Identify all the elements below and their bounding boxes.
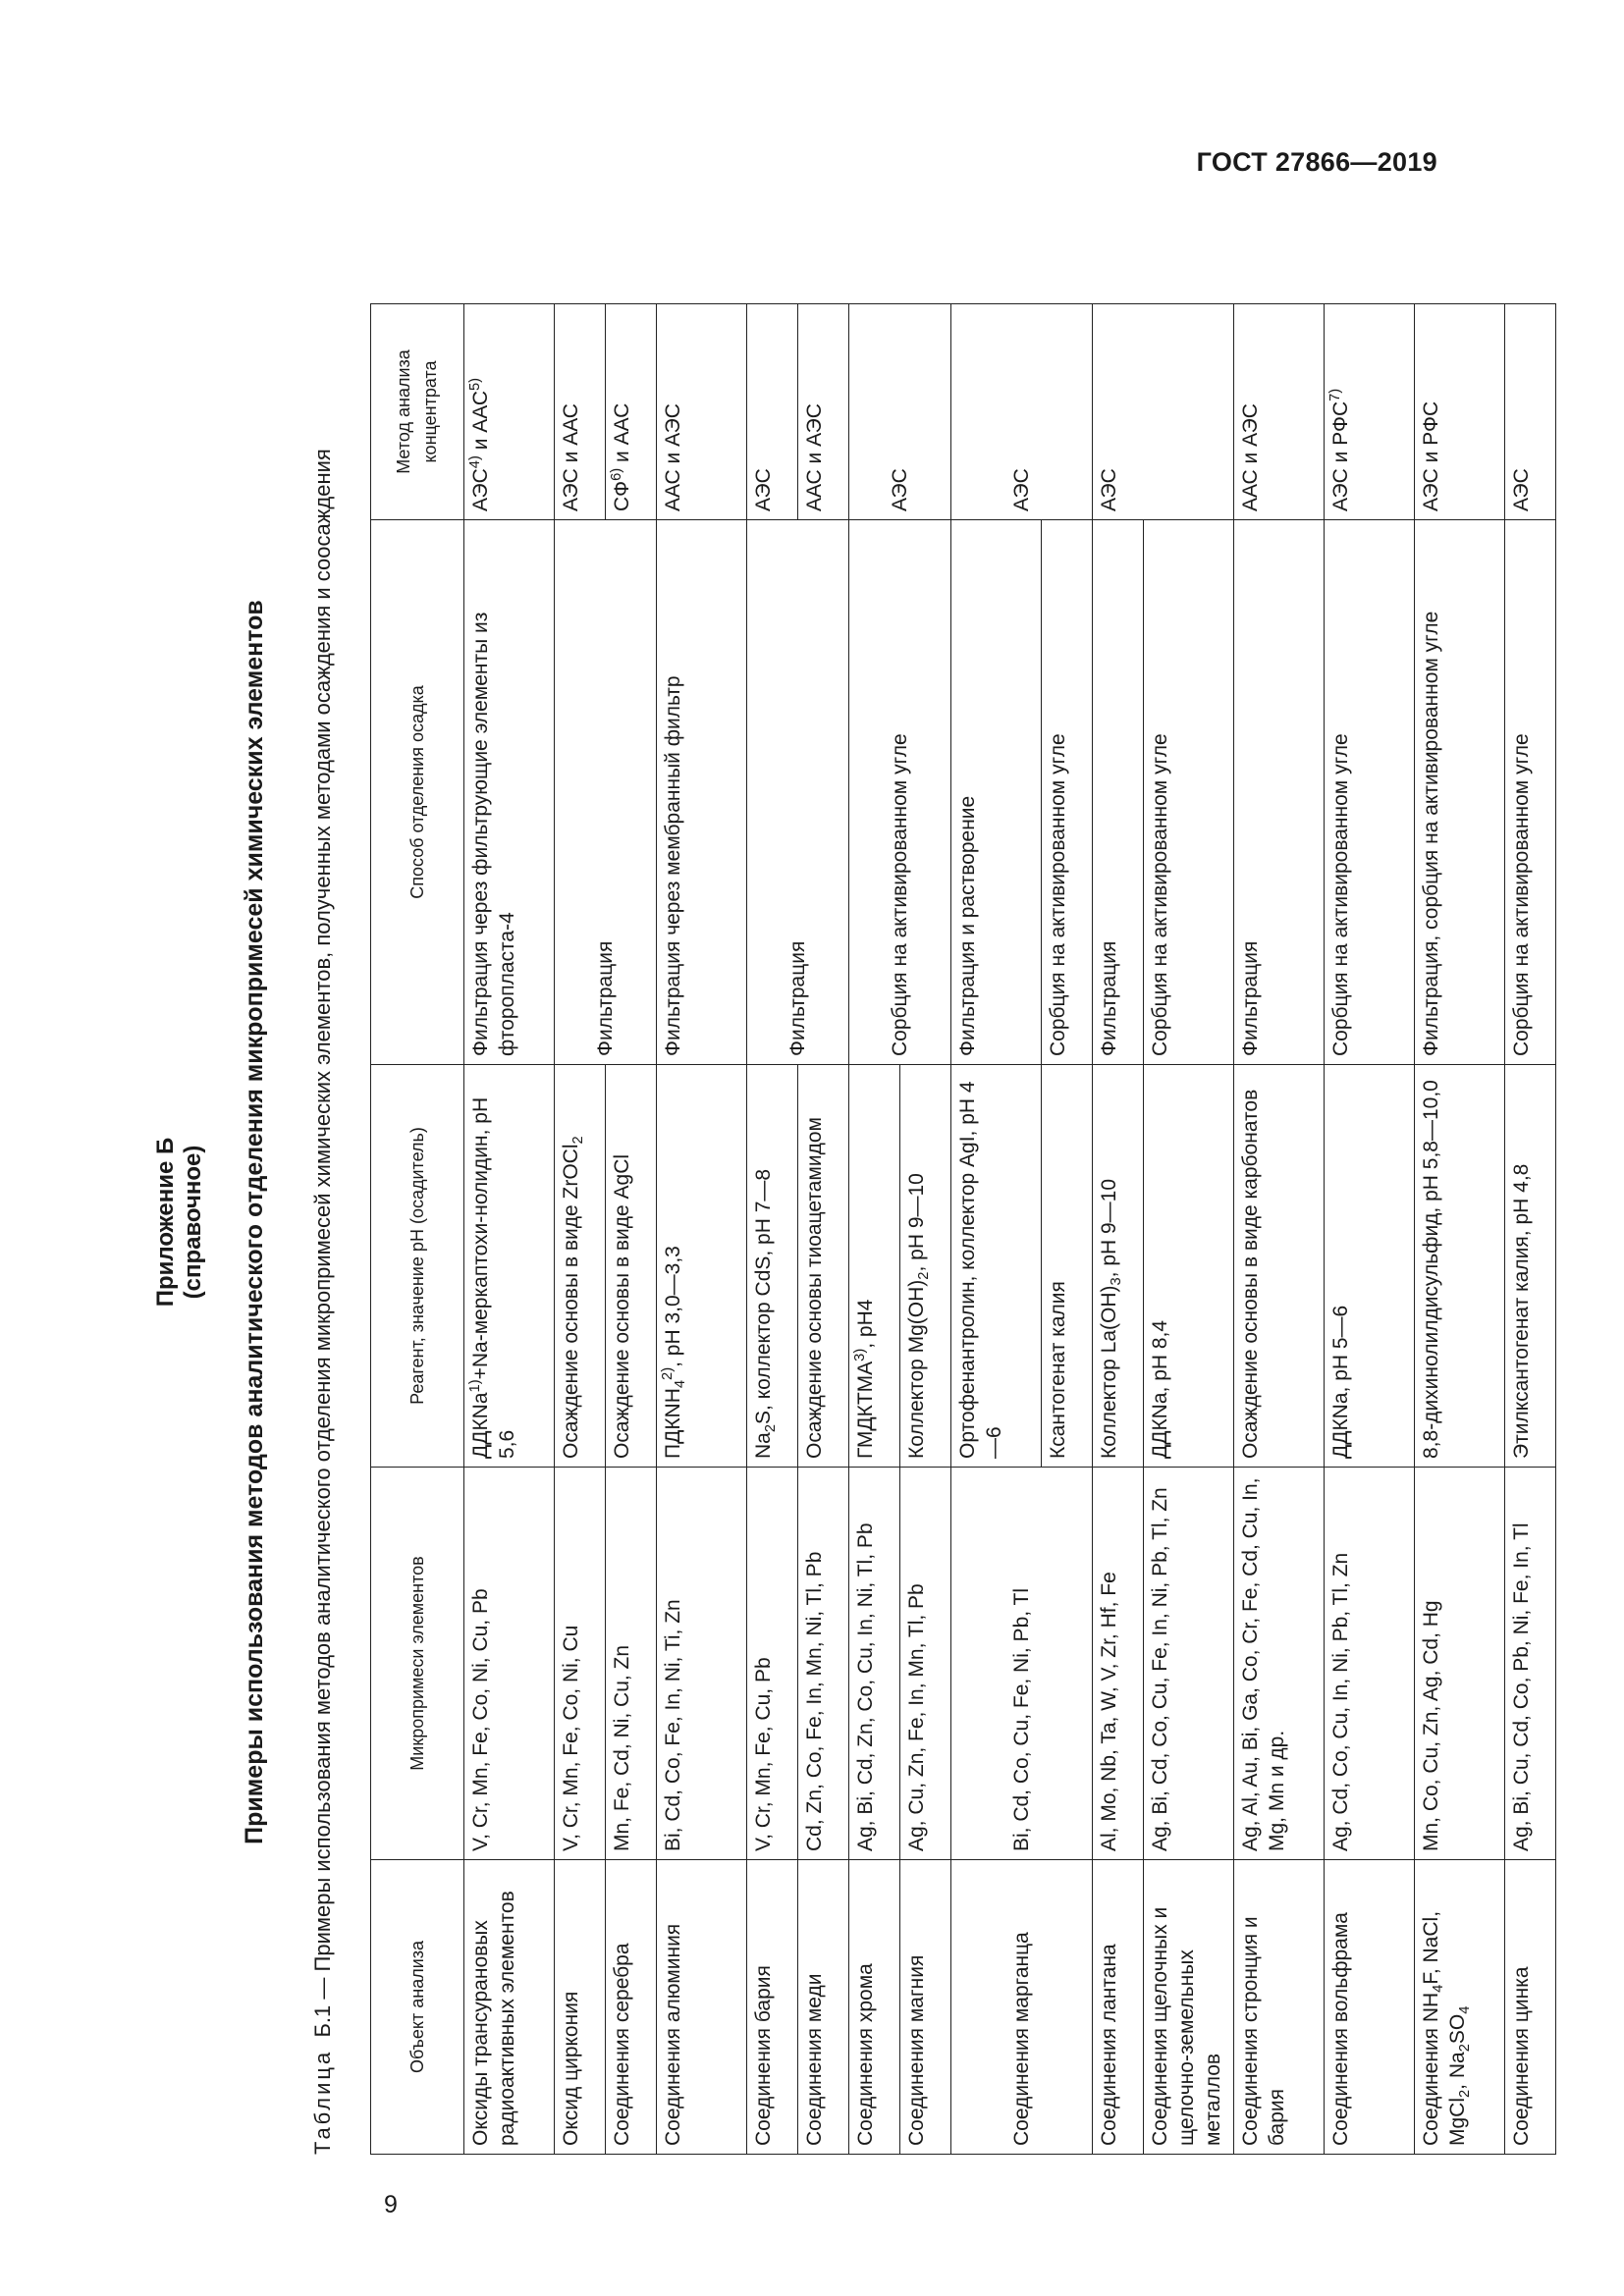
table-caption (309, 290, 336, 2155)
caption-prefix: Таблица (310, 2049, 335, 2155)
table-row (657, 304, 747, 2155)
cell-separation: Сорбция на активированном угле (1042, 520, 1093, 1065)
cell-reagent: $Na_2S$, коллектор CdS, pH 7—8 (747, 1065, 798, 1468)
cell-object: Соединения серебра (606, 1860, 657, 2155)
cell-reagent: ДДКNa$^{1)}$+Na-меркаптохи-нолидин, pH 5,6 (464, 1065, 555, 1468)
col-header-method: Метод анализа концентрата (371, 304, 464, 520)
cell-elements: Bi, Cd, Co, Cu, Fe, Ni, Pb, Tl (951, 1468, 1093, 1860)
cell-separation: Фильтрация (1234, 520, 1325, 1065)
cell-reagent: Коллектор $La(OH)_3$, pH 9—10 (1093, 1065, 1144, 1468)
cell-reagent: Коллектор $Mg(OH)_2$, pH 9—10 (900, 1065, 951, 1468)
cell-separation: Сорбция на активированном угле (1144, 520, 1234, 1065)
cell-method: АЭС и ААС (555, 304, 606, 520)
cell-method: АЭС и РФС$^{7)}$ (1325, 304, 1415, 520)
table-header-row (371, 304, 464, 2155)
cell-elements: V, Cr, Mn, Fe, Co, Ni, Cu, Pb (464, 1468, 555, 1860)
cell-reagent: ГМДКТМА$^{3)}$, pH4 (849, 1065, 900, 1468)
caption-number: Б.1 (310, 2004, 335, 2038)
table-row (464, 304, 555, 2155)
rotated-content (103, 250, 1533, 2194)
cell-object: Соединения лантана (1093, 1860, 1144, 2155)
appendix-subtitle: (справочное) (180, 1145, 206, 1300)
cell-elements: Ag, Cu, Zn, Fe, In, Mn, Tl, Pb (900, 1468, 951, 1860)
cell-elements: Ag, Bi, Cu, Cd, Co, Pb, Ni, Fe, In, Tl (1505, 1468, 1556, 1860)
cell-object: Соединения хрома (849, 1860, 900, 2155)
cell-method: АЭС и РФС (1415, 304, 1505, 520)
cell-object: Соединения алюминия (657, 1860, 747, 2155)
cell-object: Соединения магния (900, 1860, 951, 2155)
col-header-elements: Микропримеси элементов (371, 1468, 464, 1860)
table-row (1234, 304, 1325, 2155)
cell-method: АЭС (951, 304, 1093, 520)
cell-method: СФ$^{6)}$ и ААС (606, 304, 657, 520)
cell-elements: V, Cr, Mn, Fe, Cu, Pb (747, 1468, 798, 1860)
cell-method: АЭС (849, 304, 951, 520)
cell-separation: Сорбция на активированном угле (849, 520, 951, 1065)
cell-method: ААС и АЭС (1234, 304, 1325, 520)
col-header-separation: Способ отделения осадка (371, 520, 464, 1065)
page-number: 9 (384, 2191, 398, 2218)
cell-object: Соединения $NH_4F$, NaCl, MgCl$_2$, $Na_2SO_4$ (1415, 1860, 1505, 2155)
cell-elements: Ag, Bi, Cd, Zn, Co, Cu, In, Ni, Tl, Pb (849, 1468, 900, 1860)
cell-method: АЭС (1093, 304, 1234, 520)
cell-method: ААС и АЭС (798, 304, 849, 520)
cell-separation: Фильтрация, сорбция на активированном угле (1415, 520, 1505, 1065)
cell-elements: Mn, Co, Cu, Zn, Ag, Cd, Hg (1415, 1468, 1505, 1860)
table-row (555, 304, 606, 2155)
appendix-title: Приложение Б (152, 1137, 179, 1308)
cell-separation: Фильтрация (555, 520, 657, 1065)
cell-reagent: 8,8-дихинолилдисульфид, pH 5,8—10,0 (1415, 1065, 1505, 1468)
cell-elements: Ag, Cd, Co, Cu, In, Ni, Pb, Tl, Zn (1325, 1468, 1415, 1860)
cell-object: Соединения вольфрама (1325, 1860, 1415, 2155)
cell-elements: V, Cr, Mn, Fe, Co, Ni, Cu (555, 1468, 606, 1860)
cell-separation: Фильтрация (747, 520, 849, 1065)
table-row (1093, 304, 1144, 2155)
cell-elements: Al, Mo, Nb, Ta, W, V, Zr, Hf, Fe (1093, 1468, 1144, 1860)
cell-object: Соединения бария (747, 1860, 798, 2155)
cell-object: Соединения марганца (951, 1860, 1093, 2155)
cell-elements: Bi, Cd, Co, Fe, In, Ni, Ti, Zn (657, 1468, 747, 1860)
cell-method: АЭС (1505, 304, 1556, 520)
cell-separation: Сорбция на активированном угле (1505, 520, 1556, 1065)
cell-method: АЭС (747, 304, 798, 520)
table-row (747, 304, 798, 2155)
table-row (849, 304, 900, 2155)
cell-reagent: Осаждение основы в виде AgCl (606, 1065, 657, 1468)
cell-separation: Фильтрация через фильтрующие элементы из фторопласта-4 (464, 520, 555, 1065)
data-table (370, 303, 1556, 2155)
cell-separation: Фильтрация (1093, 520, 1144, 1065)
col-header-reagent: Реагент, значение pH (осадитель) (371, 1065, 464, 1468)
cell-separation: Фильтрация через мембранный фильтр (657, 520, 747, 1065)
cell-method: ААС и АЭС (657, 304, 747, 520)
cell-object: Соединения щелочных и щелочно-земельных металлов (1144, 1860, 1234, 2155)
table-row (1505, 304, 1556, 2155)
table-row (1325, 304, 1415, 2155)
cell-elements: Ag, Al, Au, Bi, Ga, Co, Cr, Fe, Cd, Cu, In, Mg, Mn и др. (1234, 1468, 1325, 1860)
gost-header: ГОСТ 27866—2019 (1196, 147, 1437, 177)
cell-reagent: Ортофенантролин, коллектор AgI, pH 4—6 (951, 1065, 1042, 1468)
cell-reagent: ДДКNa, pH 5—6 (1325, 1065, 1415, 1468)
table-row (1144, 304, 1234, 2155)
cell-elements: Ag, Bi, Cd, Co, Cu, Fe, In, Ni, Pb, Tl, Zn (1144, 1468, 1234, 1860)
cell-reagent: $ПДКNH_4^{2)}$, pH 3,0—3,3 (657, 1065, 747, 1468)
cell-reagent: ДДКNa, pH 8,4 (1144, 1065, 1234, 1468)
cell-reagent: Осаждение основы тиоацетамидом (798, 1065, 849, 1468)
cell-object: Оксид циркония (555, 1860, 606, 2155)
appendix-heading (152, 250, 207, 2194)
table-row (1415, 304, 1505, 2155)
cell-elements: Cd, Zn, Co, Fe, In, Mn, Ni, Tl, Pb (798, 1468, 849, 1860)
cell-separation: Фильтрация и растворение (951, 520, 1042, 1065)
cell-object: Соединения цинка (1505, 1860, 1556, 2155)
caption-text: — Примеры использования методов аналитического отделения микропримесей химических элементов, полученных методами осаждения и соосаждения (310, 449, 335, 2000)
cell-elements: Mn, Fe, Cd, Ni, Cu, Zn (606, 1468, 657, 1860)
col-header-object: Объект анализа (371, 1860, 464, 2155)
cell-reagent: Этилксантогенат калия, pH 4,8 (1505, 1065, 1556, 1468)
cell-separation: Сорбция на активированном угле (1325, 520, 1415, 1065)
cell-method: АЭС$^{4)}$ и ААС$^{5)}$ (464, 304, 555, 520)
section-title: Примеры использования методов аналитического отделения микропримесей химических элементов (241, 600, 268, 1844)
cell-object: Соединения стронция и бария (1234, 1860, 1325, 2155)
table-row (951, 304, 1042, 2155)
cell-object: Соединения меди (798, 1860, 849, 2155)
cell-object: Оксиды трансурановых радиоактивных элементов (464, 1860, 555, 2155)
cell-reagent: Осаждение основы в виде ZrOCl$_2$ (555, 1065, 606, 1468)
cell-reagent: Ксантогенат калия (1042, 1065, 1093, 1468)
cell-reagent: Осаждение основы в виде карбонатов (1234, 1065, 1325, 1468)
